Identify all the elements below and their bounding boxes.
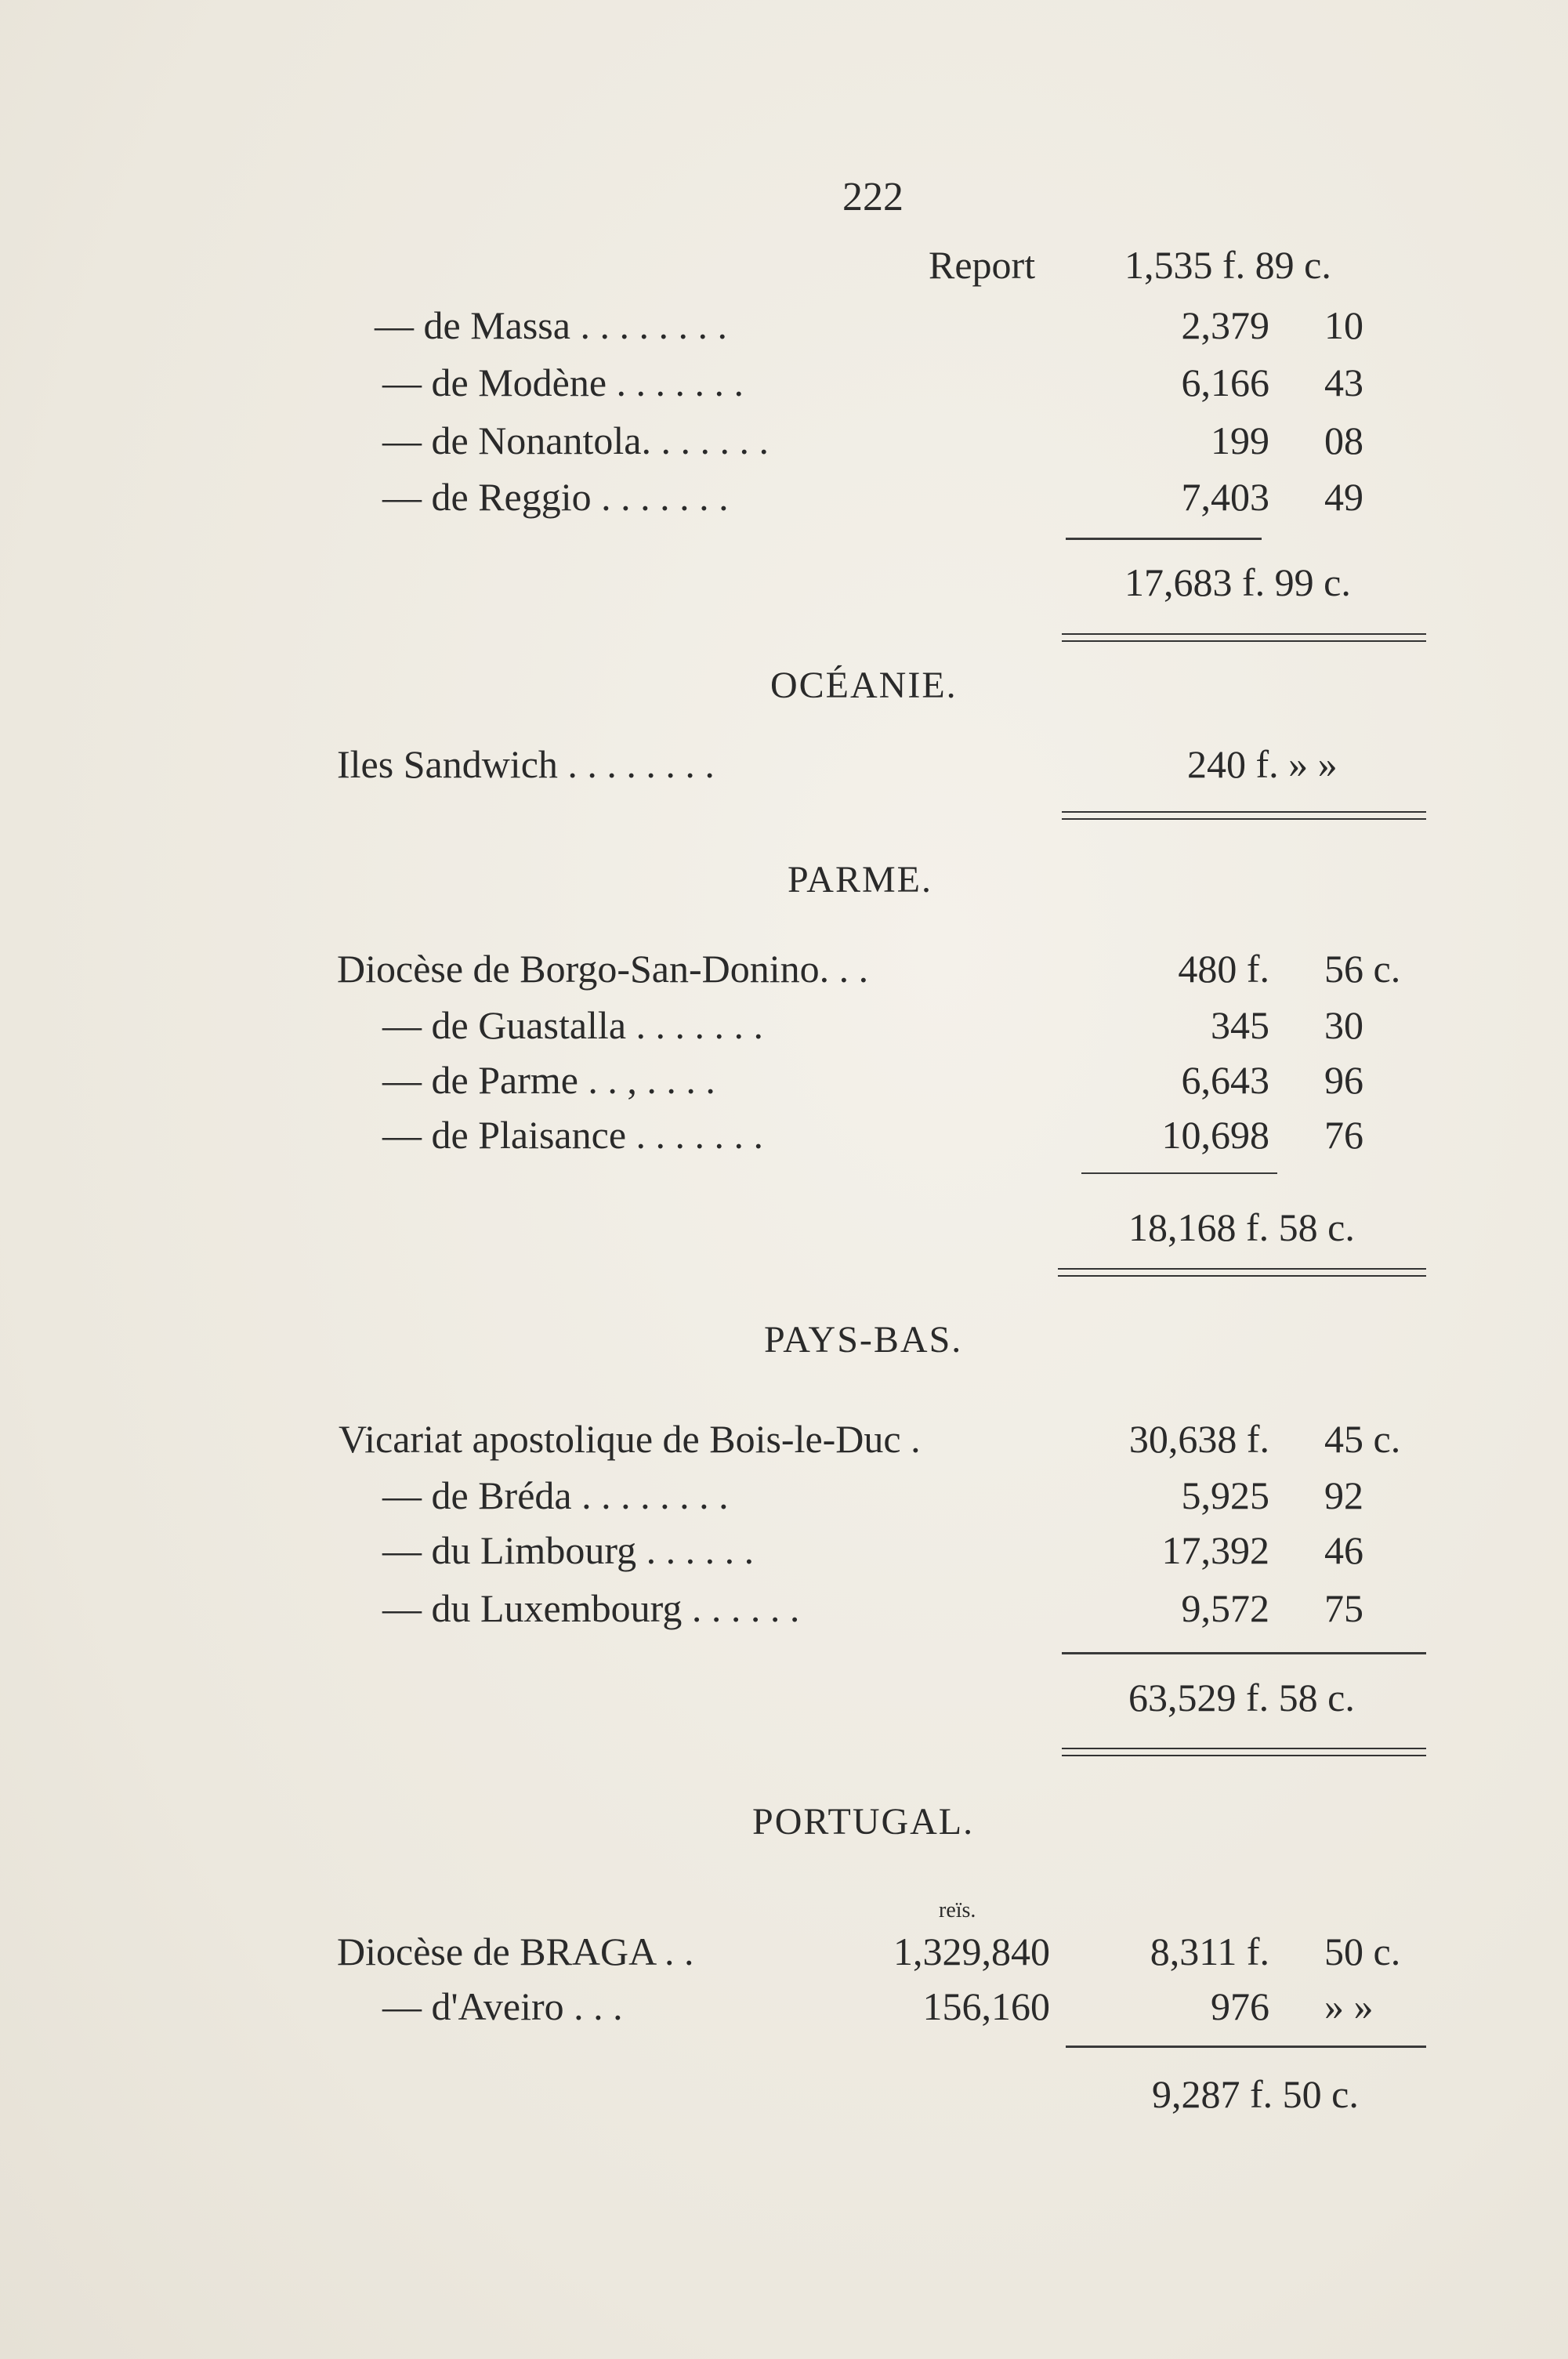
row-massa-c: 10 <box>1324 303 1363 347</box>
row-sandwich-name: Iles Sandwich . . . . . . . . <box>337 742 715 786</box>
reis-column-label: reïs. <box>939 1898 976 1922</box>
double-rule <box>1058 1268 1426 1277</box>
row-aveiro-f: 976 <box>1211 1984 1269 2028</box>
page-number: 222 <box>842 175 904 219</box>
row-borgo-name: Diocèse de Borgo-San-Donino. . . <box>337 947 869 991</box>
heading-parme: PARME. <box>788 859 932 900</box>
row-nonantola-f: 199 <box>1211 419 1269 462</box>
row-limbourg-c: 46 <box>1324 1528 1363 1572</box>
row-luxembourg-name: — du Luxembourg . . . . . . <box>382 1586 800 1630</box>
report-label: Report <box>929 243 1036 287</box>
row-breda-f: 5,925 <box>1181 1473 1269 1517</box>
row-parme-f: 6,643 <box>1181 1058 1269 1102</box>
row-bois-le-duc-f: 30,638 f. <box>1128 1417 1269 1461</box>
double-rule <box>1062 1748 1426 1756</box>
row-limbourg-name: — du Limbourg . . . . . . <box>382 1528 755 1572</box>
row-reggio-name: — de Reggio . . . . . . . <box>382 475 729 519</box>
row-plaisance-c: 76 <box>1324 1113 1363 1157</box>
sum-rule <box>1066 2046 1426 2048</box>
row-modene-name: — de Modène . . . . . . . <box>382 361 744 404</box>
heading-pays-bas: PAYS-BAS. <box>764 1319 963 1361</box>
row-parme-name: — de Parme . . , . . . . <box>382 1058 715 1102</box>
sum-rule <box>1066 538 1262 540</box>
row-borgo-f: 480 f. <box>1178 947 1269 991</box>
heading-portugal: PORTUGAL. <box>752 1801 975 1843</box>
row-plaisance-name: — de Plaisance . . . . . . . <box>382 1113 764 1157</box>
sum-rule <box>1081 1172 1277 1174</box>
row-breda-c: 92 <box>1324 1473 1363 1517</box>
row-reggio-c: 49 <box>1324 475 1363 519</box>
row-massa-name: — de Massa . . . . . . . . <box>375 303 727 347</box>
row-reggio-f: 7,403 <box>1181 475 1269 519</box>
double-rule <box>1062 633 1426 642</box>
row-braga-c: 50 c. <box>1324 1930 1401 1973</box>
parme-total: 18,168 f. 58 c. <box>1128 1205 1355 1249</box>
sum-rule <box>1062 1652 1426 1654</box>
heading-oceanie: OCÉANIE. <box>770 665 958 706</box>
row-borgo-c: 56 c. <box>1324 947 1401 991</box>
row-modene-f: 6,166 <box>1181 361 1269 404</box>
row-braga-reis: 1,329,840 <box>893 1930 1050 1973</box>
massa-total: 17,683 f. 99 c. <box>1124 560 1351 604</box>
double-rule <box>1062 811 1426 820</box>
row-aveiro-reis: 156,160 <box>922 1984 1050 2028</box>
row-nonantola-name: — de Nonantola. . . . . . . <box>382 419 769 462</box>
row-luxembourg-c: 75 <box>1324 1586 1363 1630</box>
row-guastalla-name: — de Guastalla . . . . . . . <box>382 1003 764 1047</box>
row-modene-c: 43 <box>1324 361 1363 404</box>
row-bois-le-duc-name: Vicariat apostolique de Bois-le-Duc . <box>339 1417 921 1461</box>
row-aveiro-c: » » <box>1324 1984 1374 2028</box>
row-luxembourg-f: 9,572 <box>1181 1586 1269 1630</box>
pays-bas-total: 63,529 f. 58 c. <box>1128 1676 1355 1719</box>
portugal-total: 9,287 f. 50 c. <box>1152 2072 1359 2116</box>
row-braga-f: 8,311 f. <box>1150 1930 1269 1973</box>
row-massa-f: 2,379 <box>1181 303 1269 347</box>
row-aveiro-name: — d'Aveiro . . . <box>382 1984 623 2028</box>
row-breda-name: — de Bréda . . . . . . . . <box>382 1473 729 1517</box>
row-limbourg-f: 17,392 <box>1161 1528 1269 1572</box>
row-sandwich-amount: 240 f. » » <box>1187 742 1338 786</box>
report-amount: 1,535 f. 89 c. <box>1124 243 1331 287</box>
row-guastalla-c: 30 <box>1324 1003 1363 1047</box>
row-braga-name: Diocèse de BRAGA . . <box>337 1930 694 1973</box>
row-bois-le-duc-c: 45 c. <box>1324 1417 1401 1461</box>
row-parme-c: 96 <box>1324 1058 1363 1102</box>
row-plaisance-f: 10,698 <box>1161 1113 1269 1157</box>
row-nonantola-c: 08 <box>1324 419 1363 462</box>
row-guastalla-f: 345 <box>1211 1003 1269 1047</box>
